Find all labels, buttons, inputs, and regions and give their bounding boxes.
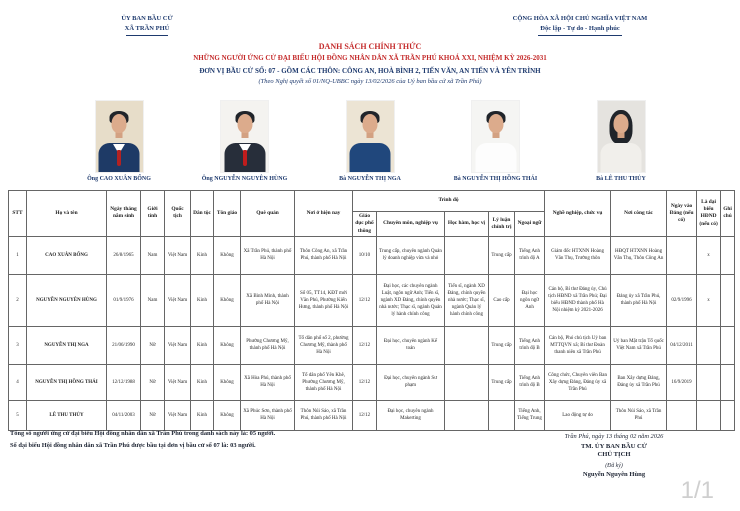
portrait-torso [475, 143, 516, 172]
issuing-authority-line1: ỦY BAN BẦU CỬ [121, 15, 173, 22]
candidate-photo-column [309, 101, 431, 182]
table-cell: 16/9/2019 [667, 364, 697, 400]
table-cell: Thôn Núi Sáo, xã Trần Phú [611, 400, 667, 430]
col-header-hometown: Quê quán [241, 191, 295, 237]
table-cell: Xã Phúc Sơn, thành phố Hà Nội [241, 400, 295, 430]
table-cell [721, 274, 735, 326]
issuing-authority-block [82, 14, 212, 36]
table-cell: Đại học ngôn ngữ Anh [515, 274, 545, 326]
table-cell [721, 326, 735, 364]
table-cell: Cán bộ, Bí thư Đảng ủy, Chủ tịch HĐND xã Trần Phú; Đại biểu HĐND thành phố Hà Nội nhiệm kỳ 2021-2026 [545, 274, 611, 326]
table-cell: 12/12 [353, 326, 377, 364]
col-group-qualification: Trình độ [353, 191, 545, 212]
signature-role: CHỦ TỊCH [597, 451, 631, 458]
table-cell: Không [214, 274, 241, 326]
signature-name: Nguyễn Nguyên Hùng [582, 471, 646, 478]
table-cell: 21/06/1990 [107, 326, 141, 364]
summary-block [10, 428, 275, 452]
table-cell: Phường Chương Mỹ, thành phố Hà Nội [241, 326, 295, 364]
portrait-head [488, 114, 503, 133]
table-cell [721, 400, 735, 430]
resolution-reference: (Theo Nghị quyết số 01/NQ-UBBC ngày 13/02/2026 của Uỷ ban bầu cử xã Trần Phú) [258, 78, 482, 85]
table-cell: Giám đốc HTXNN Hoàng Văn Thụ, Trưởng thôn [545, 236, 611, 274]
table-cell: Xã Trần Phú, thành phố Hà Nội [241, 236, 295, 274]
photo-caption: Ông CAO XUÂN BỔNG [87, 176, 151, 182]
table-cell: Nữ [141, 364, 165, 400]
table-cell [697, 326, 721, 364]
table-cell: Đại học, chuyên ngành Sư phạm [377, 364, 445, 400]
col-header-note: Ghi chú [721, 191, 735, 237]
table-cell: Xã Bình Minh, thành phố Hà Nội [241, 274, 295, 326]
table-cell: 5 [9, 400, 27, 430]
table-cell: Kinh [191, 326, 214, 364]
table-cell: Tiếng Anh, Tiếng Trung [515, 400, 545, 430]
issuing-authority-line2: XÃ TRẦN PHÚ [124, 24, 170, 32]
table-cell: Đảng ủy xã Trần Phú, thành phố Hà Nội [611, 274, 667, 326]
col-header-residence: Nơi ở hiện nay [295, 191, 353, 237]
col-header-council-member: Là đại biểu HĐND (nếu có) [697, 191, 721, 237]
table-cell: Việt Nam [165, 326, 191, 364]
sub-header-politics: Lý luận chính trị [489, 212, 515, 237]
summary-total-candidates: Tổng số người ứng cử đại biểu Hội đồng nhân dân xã Trần Phú trong danh sách này là: 05 người. [10, 430, 276, 437]
photo-caption: Bà NGUYỄN THỊ HỒNG THÁI [453, 176, 538, 182]
table-cell: Nam [141, 236, 165, 274]
summary-seats: Số đại biểu Hội đồng nhân dân xã Trần Phú được bầu tại đơn vị bầu cử số 07 là: 03 người. [10, 442, 256, 450]
table-cell: 01/9/1976 [107, 274, 141, 326]
sub-header-degree: Học hàm, học vị [445, 212, 489, 237]
candidate-portrait [96, 101, 143, 172]
table-cell: Tiến sĩ, ngành XD Đảng, chính quyền nhà nước; Thạc sĩ, ngành Quản lý hành chính công [445, 274, 489, 326]
table-cell: LÊ THU THỦY [27, 400, 107, 430]
table-cell [721, 364, 735, 400]
table-cell: 12/12 [353, 274, 377, 326]
table-row [9, 326, 735, 364]
table-cell: Cao cấp [489, 274, 515, 326]
table-cell: 12/12/1988 [107, 364, 141, 400]
table-cell: Lao động tự do [545, 400, 611, 430]
portrait-head [614, 114, 629, 133]
col-header-workplace: Nơi công tác [611, 191, 667, 237]
table-cell: Tổ dân phố Yên Khê, Phường Chương Mỹ, thành phố Hà Nội [295, 364, 353, 400]
national-motto: Độc lập - Tự do - Hạnh phúc [540, 24, 620, 32]
col-header-occupation: Nghề nghiệp, chức vụ [545, 191, 611, 237]
candidate-portrait [598, 101, 645, 172]
candidate-portrait [221, 101, 268, 172]
table-cell: NGUYỄN THỊ NGA [27, 326, 107, 364]
table-cell: Kinh [191, 274, 214, 326]
table-cell: Không [214, 236, 241, 274]
table-cell: Không [214, 400, 241, 430]
table-cell: Tiếng Anh trình độ B [515, 326, 545, 364]
table-row [9, 274, 735, 326]
table-cell: 12/12 [353, 364, 377, 400]
portrait-head [237, 114, 252, 133]
portrait-tie [117, 150, 121, 166]
candidate-photo-column [435, 101, 557, 182]
header-underline [126, 35, 168, 36]
candidate-table-body [9, 236, 735, 430]
table-cell: Việt Nam [165, 400, 191, 430]
table-cell [489, 400, 515, 430]
photo-caption: Bà LÊ THU THỦY [596, 176, 646, 182]
table-cell [697, 364, 721, 400]
table-cell: Thôn Công An, xã Trần Phú, thành phố Hà Nội [295, 236, 353, 274]
national-motto-block [455, 14, 705, 36]
table-cell [667, 236, 697, 274]
document-title: DANH SÁCH CHÍNH THỨC [318, 42, 422, 51]
document-subtitle: NHỮNG NGƯỜI ỨNG CỬ ĐẠI BIỂU HỘI ĐỒNG NHÂN DÂN XÃ TRẦN PHÚ KHOÁ XXI, NHIỆM KỲ 2026-2031 [193, 54, 547, 62]
candidate-portrait [472, 101, 519, 172]
table-cell [445, 400, 489, 430]
sub-header-professional: Chuyên môn, nghiệp vụ [377, 212, 445, 237]
table-cell: 12/12 [353, 400, 377, 430]
portrait-tie [243, 150, 247, 166]
table-cell: NGUYỄN THỊ HỒNG THÁI [27, 364, 107, 400]
table-cell: Trung cấp [489, 364, 515, 400]
table-cell: HĐQT HTXNN Hoàng Văn Thụ, Thôn Công An [611, 236, 667, 274]
table-cell: 3 [9, 326, 27, 364]
table-cell: Trung cấp [489, 236, 515, 274]
table-cell: Nữ [141, 326, 165, 364]
table-cell: 2 [9, 274, 27, 326]
table-cell: 10/10 [353, 236, 377, 274]
table-cell: Ban Xây dựng Đảng, Đảng ủy xã Trần Phú [611, 364, 667, 400]
table-cell: Trung cấp, chuyên ngành Quản lý doanh nghiệp vừa và nhỏ [377, 236, 445, 274]
table-cell: Kinh [191, 364, 214, 400]
header-underline [538, 35, 622, 36]
table-cell: 4 [9, 364, 27, 400]
candidate-photo-column [184, 101, 306, 182]
table-cell: Đại học, các chuyên ngành Luật, ngôn ngữ Anh; Tiến sĩ, ngành XD Đảng, chính quyền nhà nước; Thạc sĩ, ngành Quản lý hành chính công [377, 274, 445, 326]
national-title: CỘNG HÒA XÃ HỘI CHỦ NGHĨA VIỆT NAM [512, 15, 648, 22]
table-cell: 02/9/1996 [667, 274, 697, 326]
col-header-stt: STT [9, 191, 27, 237]
table-cell: Tổ dân phố số 2, phường Chương Mỹ, thành phố Hà Nội [295, 326, 353, 364]
table-cell: x [697, 274, 721, 326]
table-cell [697, 400, 721, 430]
table-row [9, 400, 735, 430]
table-cell: Tiếng Anh trình độ B [515, 364, 545, 400]
table-row [9, 236, 735, 274]
table-cell: Công chức, Chuyên viên Ban Xây dựng Đảng, Đảng ủy xã Trần Phú [545, 364, 611, 400]
constituency-line: ĐƠN VỊ BẦU CỬ SỐ: 07 - GỒM CÁC THÔN: CÔNG AN, HOÀ BÌNH 2, TIẾN VĂN, AN TIẾN VÀ YÊN TRÌNH [199, 67, 541, 75]
photo-caption: Ông NGUYỄN NGUYÊN HÙNG [201, 176, 288, 182]
photo-caption: Bà NGUYỄN THỊ NGA [339, 176, 401, 182]
col-header-ethnicity: Dân tộc [191, 191, 214, 237]
col-header-religion: Tôn giáo [214, 191, 241, 237]
candidate-photo-column [58, 101, 180, 182]
title-block [0, 42, 740, 85]
table-cell: Nữ [141, 400, 165, 430]
table-cell [445, 326, 489, 364]
signature-place-date: Trần Phú, ngày 13 tháng 02 năm 2026 [564, 433, 664, 440]
table-cell: Số 05, TT14, KĐT mới Văn Phú, Phường Kiến Hưng, thành phố Hà Nội [295, 274, 353, 326]
table-cell [721, 236, 735, 274]
table-cell: 04/11/2003 [107, 400, 141, 430]
table-cell: Không [214, 326, 241, 364]
page-indicator: 1/1 [680, 477, 714, 504]
table-cell [445, 236, 489, 274]
candidate-portrait [347, 101, 394, 172]
table-cell: 04/12/2011 [667, 326, 697, 364]
table-cell: Kinh [191, 400, 214, 430]
col-header-name: Họ và tên [27, 191, 107, 237]
table-cell: Không [214, 364, 241, 400]
table-cell: 1 [9, 236, 27, 274]
signature-signed-note: (Đã ký) [605, 463, 623, 469]
table-cell: Đại học, chuyên ngành Kế toán [377, 326, 445, 364]
sub-header-language: Ngoại ngữ [515, 212, 545, 237]
col-header-dob: Ngày tháng năm sinh [107, 191, 141, 237]
col-header-party-date: Ngày vào Đảng (nếu có) [667, 191, 697, 237]
table-cell: Trung cấp [489, 326, 515, 364]
table-cell: Nam [141, 274, 165, 326]
sub-header-education: Giáo dục phổ thông [353, 212, 377, 237]
signature-block [488, 433, 740, 478]
table-cell: 26/8/1965 [107, 236, 141, 274]
candidate-table [8, 190, 735, 431]
table-cell: Đại học, chuyên ngành Makerting [377, 400, 445, 430]
table-cell: Việt Nam [165, 274, 191, 326]
col-header-nationality: Quốc tịch [165, 191, 191, 237]
table-cell: CAO XUÂN BỔNG [27, 236, 107, 274]
table-cell: Việt Nam [165, 364, 191, 400]
table-cell: Kinh [191, 236, 214, 274]
table-cell: x [697, 236, 721, 274]
portrait-head [363, 114, 378, 133]
table-cell: Uỷ ban Mặt trận Tổ quốc Việt Nam xã Trần Phú [611, 326, 667, 364]
table-cell: Thôn Núi Sáo, xã Trần Phú, thành phố Hà Nội [295, 400, 353, 430]
table-cell [667, 400, 697, 430]
col-header-gender: Giới tính [141, 191, 165, 237]
table-cell: Tiếng Anh trình độ A [515, 236, 545, 274]
table-cell: Cán bộ, Phó chủ tịch Uỷ ban MTTQVN xã; Bí thư Đoàn thanh niên xã Trần Phú [545, 326, 611, 364]
portrait-head [112, 114, 127, 133]
candidate-photo-column [560, 101, 682, 182]
signature-organization: TM. ỦY BAN BẦU CỬ [581, 443, 647, 450]
table-cell [445, 364, 489, 400]
portrait-torso [601, 143, 642, 172]
table-cell: NGUYỄN NGUYÊN HÙNG [27, 274, 107, 326]
table-cell: Việt Nam [165, 236, 191, 274]
portrait-torso [350, 143, 391, 172]
table-cell: Xã Hòa Phú, thành phố Hà Nội [241, 364, 295, 400]
photo-row [58, 101, 682, 182]
table-row [9, 364, 735, 400]
